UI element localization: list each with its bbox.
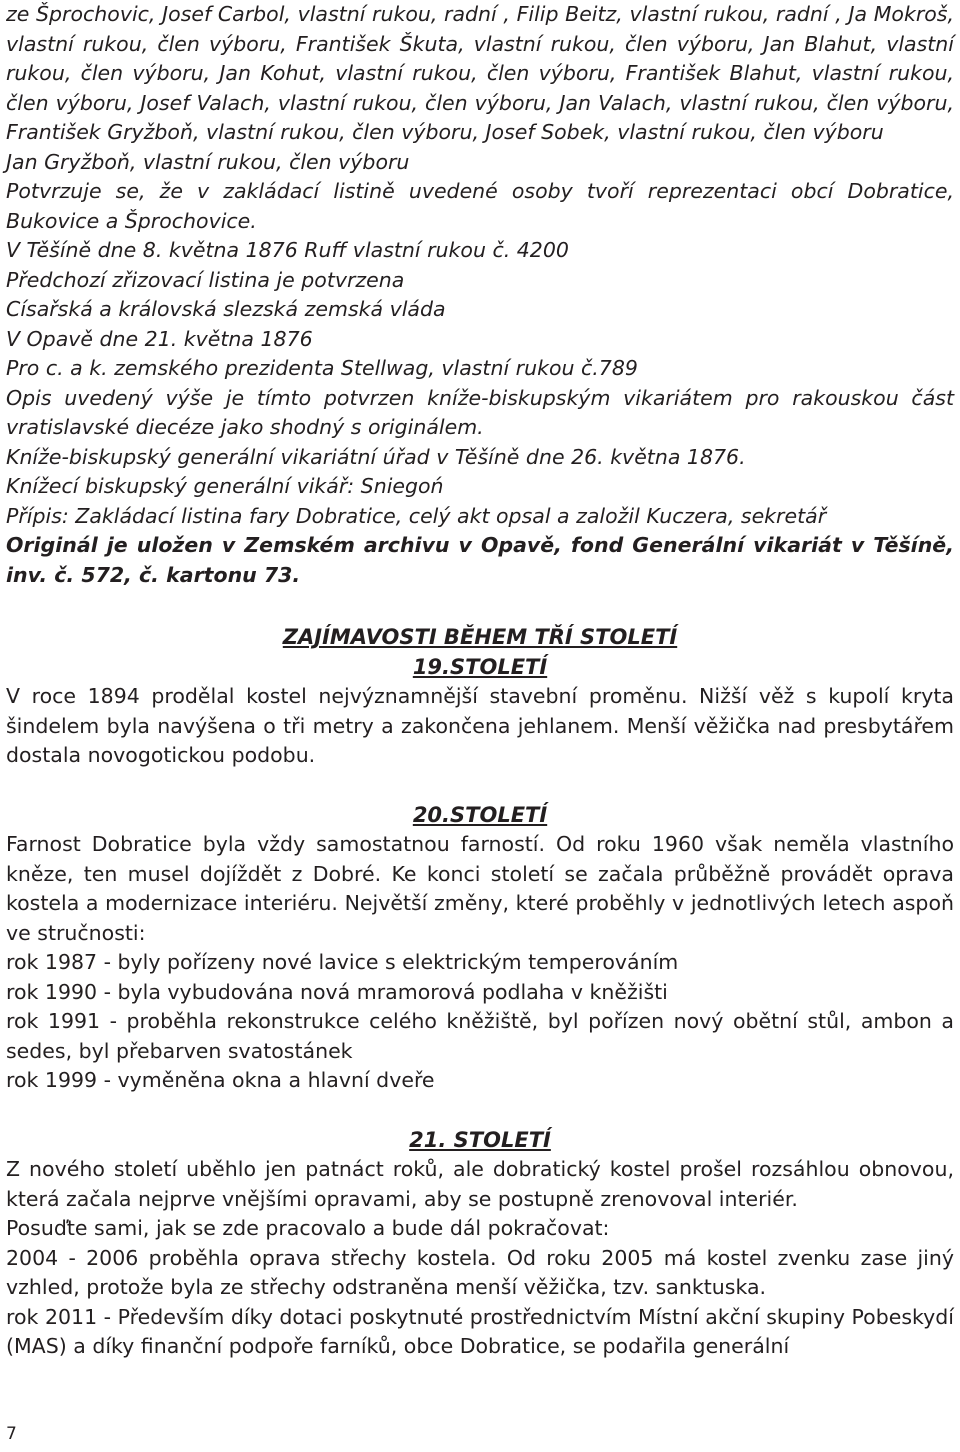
confirmation-paragraph: Potvrzuje se, že v zakládací listině uvedené osoby tvoří reprezentaci obcí Dobratice, Bukovice a Šprochovice. bbox=[6, 179, 954, 233]
list-item: rok 1987 - byly pořízeny nové lavice s elektrickým temperováním bbox=[6, 950, 679, 974]
postscript-line: Přípis: Zakládací listina fary Dobratice, celý akt opsal a založil Kuczera, sekretář bbox=[6, 503, 827, 528]
paragraph-roof-repair: 2004 - 2006 proběhla oprava střechy kostela. Od roku 2005 má kostel zvenku zase jiný vzhled, protože byla ze střechy odstraněna menší věžička, tzv. sanktuska. bbox=[6, 1245, 954, 1299]
opava-date-line: V Opavě dne 21. května 1876 bbox=[6, 326, 313, 351]
original-location-paragraph: Originál je uložen v Zemském archivu v Opavě, fond Generální vikariát v Těšíně, inv. č. 572, č. kartonu 73. bbox=[6, 533, 954, 587]
paragraph-20th-century: Farnost Dobratice byla vždy samostatnou farností. Od roku 1960 však neměla vlastního kněze, ten musel dojíždět z Dobré. Ke konci století se začala průběžně provádět oprava kostela a modernizace interiéru. Největší změny, které proběhly v jednotlivých letech aspoň ve stručnosti: bbox=[6, 832, 954, 945]
signatories-paragraph: ze Šprochovic, Josef Carbol, vlastní rukou, radní , Filip Beitz, vlastní rukou, radní , Ja Mokroš, vlastní rukou, člen výboru, František Škuta, vlastní rukou, člen výboru, Jan Blahut, vlastní rukou, člen výboru, Jan Kohut, vlastní rukou, člen výboru, František Blahut, vlastní rukou, člen výboru, Josef Valach, vlastní rukou, člen výboru, Jan Valach, vlastní rukou, člen výboru, František Gryžboň, vlastní rukou, člen výboru, Josef Sobek, vlastní rukou, člen výboru bbox=[6, 2, 954, 144]
paragraph-19th-century: V roce 1894 prodělal kostel nejvýznamnější stavební proměnu. Nižší věž s kupolí kryta šindelem byla navýšena o tři metry a zakončena jehlanem. Menší věžička nad presbytářem dostala novogotickou podobu. bbox=[6, 684, 954, 767]
paragraph-2011: rok 2011 - Především díky dotaci poskytnuté prostřednictvím Místní akční skupiny Pobeskydí (MAS) a díky finanční podpoře farníků, obce Dobratice, se podařila generální bbox=[6, 1304, 954, 1358]
president-line: Pro c. a k. zemského prezidenta Stellwag, vlastní rukou č.789 bbox=[6, 356, 638, 380]
paragraph-21st-century-intro: Posuďte sami, jak se zde pracovalo a bude dál pokračovat: bbox=[6, 1216, 610, 1240]
copy-confirmation-paragraph: Opis uvedený výše je tímto potvrzen kníže-biskupským vikariátem pro rakouskou část vratislavské diecéze jako shodný s originálem. bbox=[6, 385, 954, 439]
list-item: rok 1990 - byla vybudována nová mramorová podlaha v kněžišti bbox=[6, 979, 668, 1004]
list-item: rok 1999 - vyměněna okna a hlavní dveře bbox=[6, 1068, 435, 1092]
previous-charter-line: Předchozí zřizovací listina je potvrzena bbox=[6, 267, 405, 292]
heading-20th-century: 20.STOLETÍ bbox=[412, 802, 548, 827]
heading-21st-century: 21. STOLETÍ bbox=[409, 1127, 551, 1152]
section-main-title: ZAJÍMAVOSTI BĚHEM TŘÍ STOLETÍ bbox=[282, 625, 678, 649]
government-line: Císařská a královská slezská zemská vláda bbox=[6, 297, 446, 321]
document-page bbox=[6, 0, 954, 1362]
list-item: rok 1991 - proběhla rekonstrukce celého kněžiště, byl pořízen nový obětní stůl, ambon a sedes, byl přebarven svatostánek bbox=[6, 1009, 954, 1063]
vicariate-office-line: Kníže-biskupský generální vikariátní úřad v Těšíně dne 26. května 1876. bbox=[6, 444, 746, 469]
paragraph-21st-century: Z nového století uběhlo jen patnáct roků, ale dobratický kostel prošel rozsáhlou obnovou, která začala nejprve vnějšími opravami, aby se postupně zrenovoval interiér. bbox=[6, 1157, 954, 1211]
page-number: 7 bbox=[6, 1424, 17, 1444]
signatory-line: Jan Gryžboň, vlastní rukou, člen výboru bbox=[6, 149, 410, 174]
vicar-line: Knížecí biskupský generální vikář: Sniegoń bbox=[6, 474, 444, 498]
tesin-date-line: V Těšíně dne 8. května 1876 Ruff vlastní rukou č. 4200 bbox=[6, 238, 569, 262]
heading-19th-century: 19.STOLETÍ bbox=[412, 654, 548, 679]
